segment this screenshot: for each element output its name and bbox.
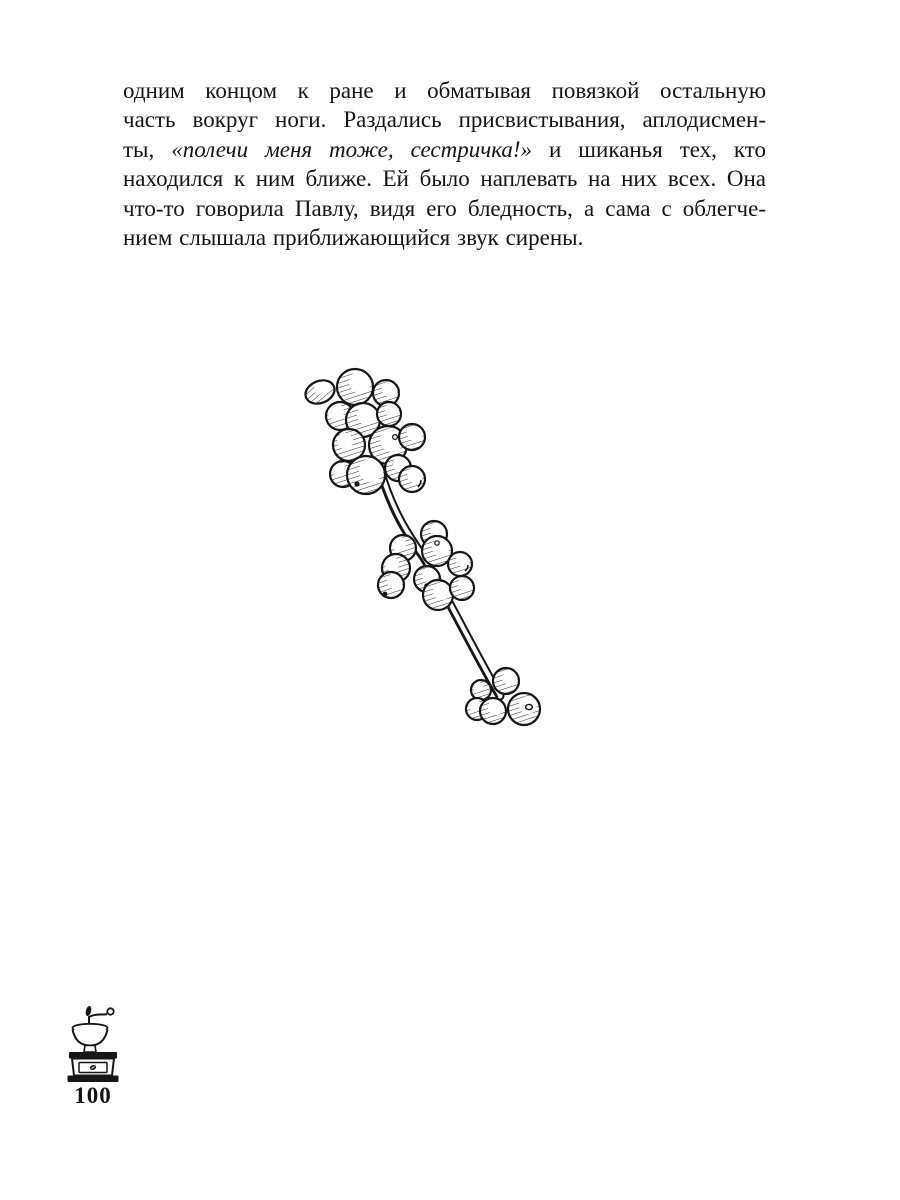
berry: [423, 580, 453, 610]
berry-cluster-middle: [378, 521, 474, 610]
berry: [448, 552, 472, 576]
paragraph-line: [123, 223, 766, 252]
berry: [378, 572, 404, 598]
paragraph: [123, 76, 766, 252]
paragraph-line: [123, 76, 766, 105]
berry: [493, 668, 519, 694]
berry: [399, 466, 425, 492]
line-text: часть вокруг ноги. Раздались присвистывания, аплодисмен-: [123, 107, 766, 133]
page-number: 100: [74, 1083, 112, 1108]
berry: [399, 424, 425, 450]
paragraph-line: [123, 135, 766, 164]
italic-quote: «полечи меня тоже, сестричка!»: [171, 136, 533, 162]
berry-cluster-top: [302, 369, 425, 494]
paragraph-line: [123, 164, 766, 193]
berry: [337, 369, 373, 405]
line-text: ты,: [123, 136, 172, 162]
berry: [377, 402, 401, 426]
paragraph-line: [123, 194, 766, 223]
berry: [508, 693, 540, 725]
paragraph-line: [123, 105, 766, 134]
line-text: что-то говорила Павлу, видя его бледность, а сама с облегче-: [123, 195, 766, 221]
line-text: находился к ним ближе. Ей было наплевать на них всех. Она: [123, 166, 766, 192]
berry: [480, 698, 506, 724]
berry-branch-illustration: [288, 352, 568, 752]
line-text: нием слышала приближающийся звук сирены.: [123, 224, 584, 250]
line-text: одним концом к ране и обматывая повязкой остальную: [123, 78, 766, 103]
berry: [347, 456, 385, 494]
line-text: и шиканья тех, кто: [532, 136, 766, 162]
berry: [471, 680, 491, 700]
coffee-grinder-icon: [64, 1001, 122, 1083]
berry: [450, 576, 474, 600]
